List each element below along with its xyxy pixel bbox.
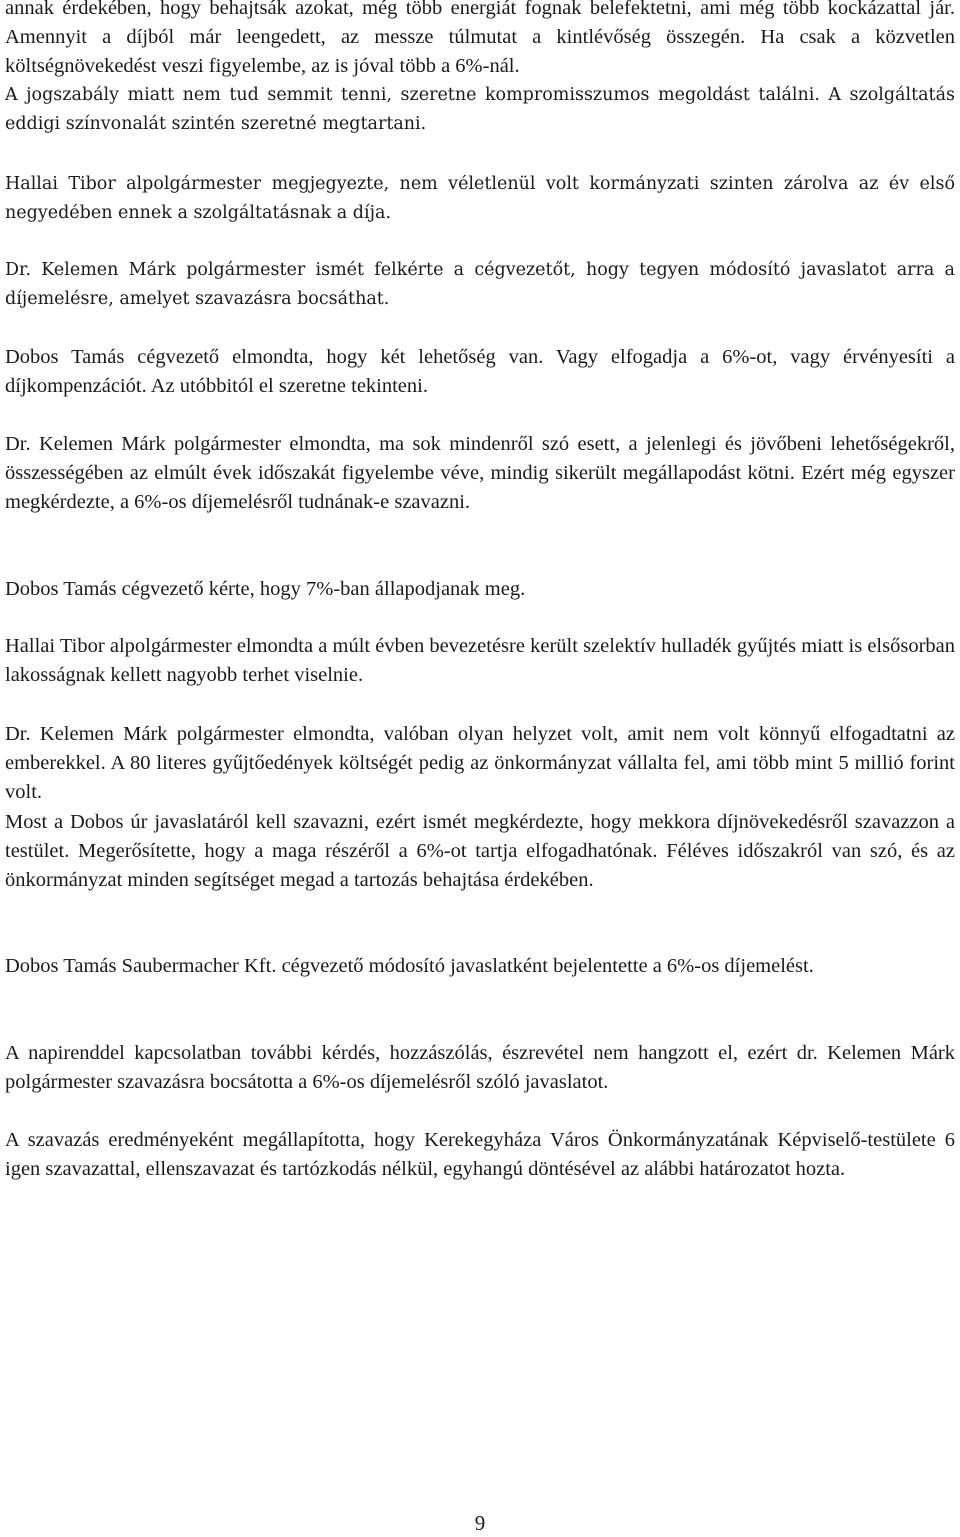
paragraph-dobos-3: Dobos Tamás Saubermacher Kft. cégvezető módosító javaslatként bejelentette a 6%-os díjemelést. (5, 955, 814, 977)
paragraph-jogszabaly: A jogszabály miatt nem tud semmit tenni, szeretne kompromisszumos megoldást találni. A szolgáltatás eddigi színvonalát szintén szeretné megtartani. (5, 85, 955, 134)
paragraph-kelemen-1: Dr. Kelemen Márk polgármester ismét felkérte a cégvezetőt, hogy tegyen módosító javaslatot arra a díjemelésre, amelyet szavazásra bocsáthat. (5, 260, 955, 309)
paragraph-kelemen-2: Dr. Kelemen Márk polgármester elmondta, ma sok mindenről szó esett, a jelenlegi és jövőbeni lehetőségekről, összességében az elmúlt évek időszakát figyelembe véve, mindig sikerült megállapodást kötni. Ezért még egyszer megkérdezte, a 6%-os díjemelésről tudnának-e szavazni. (5, 433, 955, 513)
paragraph-hallai-1: Hallai Tibor alpolgármester megjegyezte, nem véletlenül volt kormányzati szinten zárolva az év első negyedében ennek a szolgáltatásnak a díja. (5, 174, 955, 223)
paragraph-kelemen-3: Dr. Kelemen Márk polgármester elmondta, valóban olyan helyzet volt, amit nem volt könnyű elfogadtatni az emberekkel. A 80 literes gyűjtőedények költségét pedig az önkormányzat vállalta fel, ami több mint 5 millió forint volt. (5, 723, 955, 803)
paragraph-dobos-1: Dobos Tamás cégvezető elmondta, hogy két lehetőség van. Vagy elfogadja a 6%-ot, vagy érvényesíti a díjkompenzációt. Az utóbbitól el szeretne tekinteni. (5, 346, 955, 397)
paragraph-napirend: A napirenddel kapcsolatban további kérdés, hozzászólás, észrevétel nem hangzott el, ezért dr. Kelemen Márk polgármester szavazásra bocsátotta a 6%-os díjemelésről szóló javaslatot. (5, 1042, 955, 1093)
paragraph-intro: annak érdekében, hogy behajtsák azokat, még több energiát fognak belefektetni, ami még több kockázattal jár. Amennyit a díjból már leengedett, az messze túlmutat a kintlévőség összegén. Ha csak a közvetlen költségnövekedést veszi figyelembe, az is jóval több a 6%-nál. (5, 0, 955, 77)
paragraph-hallai-2: Hallai Tibor alpolgármester elmondta a múlt évben bevezetésre került szelektív hulladék gyűjtés miatt is elsősorban lakosságnak kellett nagyobb terhet viselnie. (5, 635, 955, 686)
paragraph-szavazas: A szavazás eredményeként megállapította, hogy Kerekegyháza Város Önkormányzatának Képviselő-testülete 6 igen szavazattal, ellenszavazat és tartózkodás nélkül, egyhangú döntésével az alábbi határozatot hozta. (5, 1129, 955, 1180)
paragraph-kelemen-4: Most a Dobos úr javaslatáról kell szavazni, ezért ismét megkérdezte, hogy mekkora díjnövekedésről szavazzon a testület. Megerősítette, hogy a maga részéről a 6%-ot tartja elfogadhatónak. Féléves időszakról van szó, és az önkormányzat minden segítséget megad a tartozás behajtása érdekében. (5, 811, 955, 891)
page-number: 9 (474, 1511, 486, 1535)
paragraph-dobos-2: Dobos Tamás cégvezető kérte, hogy 7%-ban állapodjanak meg. (5, 578, 526, 600)
